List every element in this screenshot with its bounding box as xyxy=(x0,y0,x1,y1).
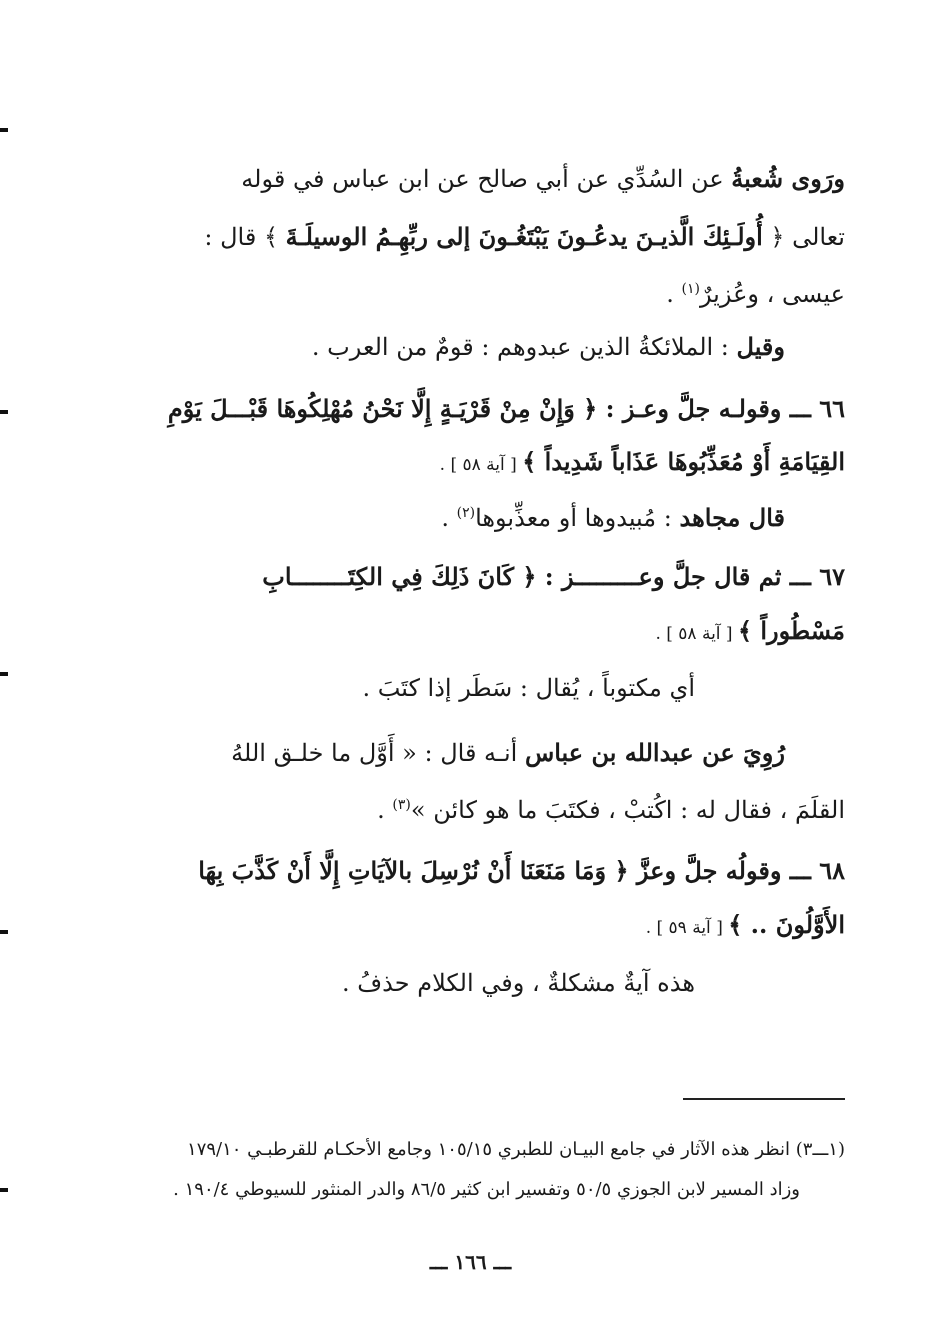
text-run: . xyxy=(377,796,393,824)
paragraph-shuba xyxy=(100,150,845,323)
text-line xyxy=(100,900,845,953)
scan-edge-mark xyxy=(0,128,8,132)
bold-phrase: ثم قال جلَّ وعـــــــــز : xyxy=(536,562,790,591)
scan-edge-mark xyxy=(0,930,8,934)
text-line xyxy=(100,548,845,606)
footnote-separator xyxy=(683,1098,845,1100)
verse-reference: [ آية ٥٩ ] . xyxy=(645,918,729,938)
text-line xyxy=(100,842,845,900)
text-run: عن السُدِّي عن أبي صالح عن ابن عباس في قوله xyxy=(241,165,732,193)
bold-phrase: قال مجاهد xyxy=(679,503,785,532)
text-line xyxy=(100,489,845,547)
verse-66 xyxy=(100,380,845,547)
text-line xyxy=(100,724,845,782)
text-line: أي مكتوباً ، يُقال : سَطَر إذا كتَبَ . xyxy=(362,674,695,702)
bold-phrase: وقيل xyxy=(736,332,785,361)
text-run: . xyxy=(666,280,682,308)
bold-phrase: ورَوى شُعبةُ xyxy=(731,164,845,193)
text-line xyxy=(100,150,845,208)
quran-quote: أُولَـئِكَ الَّذيـنَ يدعُـونَ يَبْتَغُـونَ إلى ربِّهِـمُ الوسيلَـةَ xyxy=(285,222,763,251)
text-run: . xyxy=(441,504,457,532)
footnote-line: (١ـــ٣) انظر هذه الآثار في جامع البيـان للطبري ١٠٥/١٥ وجامع الأحكـام للقرطبـي ١٧٩/١٠ xyxy=(187,1139,845,1160)
quran-quote: مَسْطُوراً ﴾ xyxy=(737,616,845,645)
text-line xyxy=(100,438,845,489)
bold-phrase: وقولُه جلَّ وعزَّ xyxy=(628,856,790,885)
bold-phrase: رُوِيَ عن عبدالله بن عباس xyxy=(524,738,785,767)
verse-reference: [ آية ٥٨ ] . xyxy=(655,624,738,644)
text-line xyxy=(100,208,845,266)
quran-quote: القِيَامَةِ أَوْ مُعَذِّبُوهَا عَذَاباً شَدِيداً ﴾ xyxy=(522,447,845,476)
footnote-line: وزاد المسير لابن الجوزي ٥٠/٥ وتفسير ابن كثير ٨٦/٥ والدر المنثور للسيوطي ١٩٠/٤ . xyxy=(173,1179,800,1200)
paragraph-qil xyxy=(100,318,845,376)
text-run: : الملائكةُ الذين عبدوهم : قومٌ من العرب . xyxy=(311,333,737,361)
text-line xyxy=(100,266,845,323)
bold-phrase: وقولـه جلَّ وعـز : xyxy=(597,394,790,423)
verse-68 xyxy=(100,842,845,953)
text-line xyxy=(100,782,845,839)
verse-number: ٦٨ ـــ xyxy=(789,856,845,885)
page-number: ـــ ١٦٦ ـــ xyxy=(429,1250,512,1274)
text-run: عيسى ، وعُزيرٌ xyxy=(699,280,845,308)
quran-quote: ﴿ وَمَا مَنَعَنَا أَنْ نُرْسِلَ بالآيَاتِ إِلَّا أَنْ كَذَّبَ بِهَا xyxy=(198,856,629,885)
quran-quote: الأَوَّلُونَ .. ﴾ xyxy=(728,910,845,939)
quran-quote: ﴿ وَإِنْ مِنْ قَرْيَـةٍ إِلَّا نَحْنُ مُهْلِكُوهَا قَبْـــلَ يَوْمِ xyxy=(167,394,598,423)
text-run: : مُبيدوها أو معذِّبوها xyxy=(475,504,680,532)
quran-quote: ﴿ كَانَ ذَلِكَ فِي الكِتَــــــــابِ xyxy=(262,562,537,591)
verse-reference: [ آية ٥٨ ] . xyxy=(439,455,523,475)
text-run: أنـه قال : « أَوَّل ما خلـق اللهُ xyxy=(231,739,525,767)
text-line xyxy=(100,318,785,376)
text-run: ﴾ قال : xyxy=(204,223,286,251)
verse-number: ٦٧ ـــ xyxy=(789,562,845,591)
text-run: تعالى ﴿ xyxy=(762,223,845,251)
verse-number: ٦٦ ـــ xyxy=(789,394,845,423)
scan-edge-mark xyxy=(0,410,8,414)
text-run: القلَمَ ، فقال له : اكُتبْ ، فكتَبَ ما هو كائن » xyxy=(410,796,845,824)
text-line xyxy=(100,606,845,659)
footnote-ref: (٣) xyxy=(392,797,411,813)
scan-edge-mark xyxy=(0,1188,8,1192)
paragraph-maktuban xyxy=(100,660,845,717)
footnote-ref: (١) xyxy=(681,281,700,297)
scan-edge-mark xyxy=(0,672,8,676)
paragraph-mushkila xyxy=(100,955,845,1012)
verse-67 xyxy=(100,548,845,659)
text-line: هذه آيةٌ مشكلةٌ ، وفي الكلام حذفُ . xyxy=(342,969,695,997)
paragraph-hadith xyxy=(100,724,845,839)
footnote-ref: (٢) xyxy=(456,505,476,521)
text-line xyxy=(100,380,845,438)
